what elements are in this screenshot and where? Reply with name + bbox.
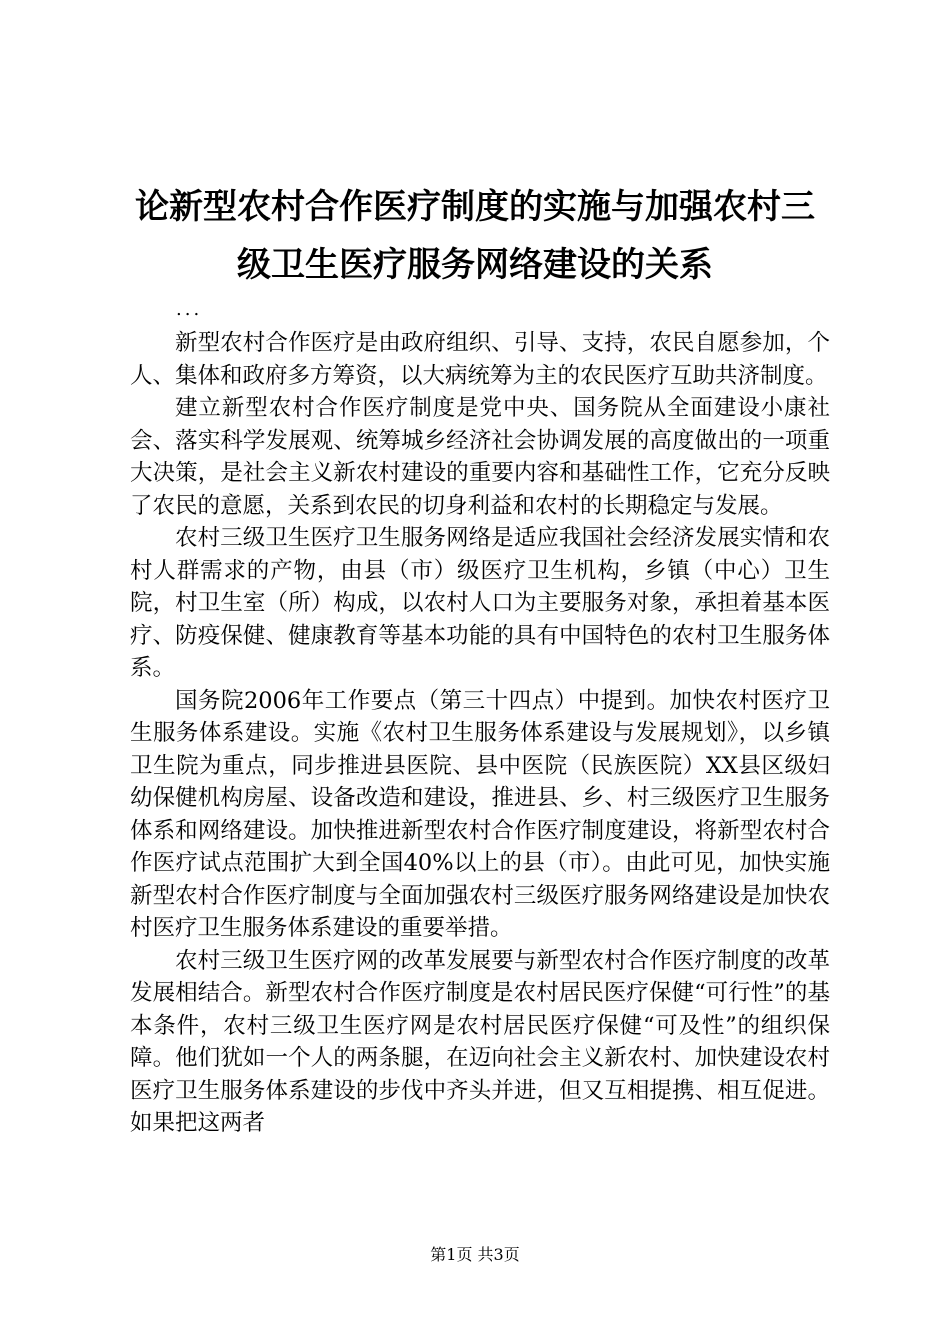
paragraph: 建立新型农村合作医疗制度是党中央、国务院从全面建设小康社会、落实科学发展观、统筹城乡经济社会协调发展的高度做出的一项重大决策，是社会主义新农村建设的重要内容和基础性工作，它充分反映了农民的意愿，关系到农民的切身利益和农村的长期稳定与发展。 bbox=[130, 395, 830, 519]
paragraph: 国务院2006年工作要点（第三十四点）中提到。加快农村医疗卫生服务体系建设。实施《农村卫生服务体系建设与发展规划》，以乡镇卫生院为重点，同步推进县医院、县中医院（民族医院）XX县区级妇幼保健机构房屋、设备改造和建设，推进县、乡、村三级医疗卫生服务体系和网络建设。加快推进新型农村合作医疗制度建设，将新型农村合作医疗试点范围扩大到全国40%以上的县（市）。由此可见，加快实施新型农村合作医疗制度与全面加强农村三级医疗服务网络建设是加快农村医疗卫生服务体系建设的重要举措。 bbox=[130, 687, 830, 941]
page-footer: 第1页 共3页 bbox=[430, 1245, 520, 1264]
document-title bbox=[120, 178, 830, 294]
title-line-1: 论新型农村合作医疗制度的实施与加强农村三 bbox=[135, 187, 815, 227]
ellipsis-marker: ... bbox=[176, 299, 203, 320]
title-line-2: 级卫生医疗服务网络建设的关系 bbox=[237, 245, 713, 285]
document-body bbox=[130, 327, 830, 1140]
paragraph: 新型农村合作医疗是由政府组织、引导、支持，农民自愿参加，个人、集体和政府多方筹资，以大病统筹为主的农民医疗互助共济制度。 bbox=[130, 330, 830, 389]
paragraph: 农村三级卫生医疗网的改革发展要与新型农村合作医疗制度的改革发展相结合。新型农村合作医疗制度是农村居民医疗保健“可行性”的基本条件，农村三级卫生医疗网是农村居民医疗保健“可及性”的组织保障。他们犹如一个人的两条腿，在迈向社会主义新农村、加快建设农村医疗卫生服务体系建设的步伐中齐头并进，但又互相提携、相互促进。如果把这两者 bbox=[130, 947, 830, 1136]
paragraph: 农村三级卫生医疗卫生服务网络是适应我国社会经济发展实情和农村人群需求的产物，由县（市）级医疗卫生机构，乡镇（中心）卫生院，村卫生室（所）构成，以农村人口为主要服务对象，承担着基本医疗、防疫保健、健康教育等基本功能的具有中国特色的农村卫生服务体系。 bbox=[130, 525, 830, 681]
